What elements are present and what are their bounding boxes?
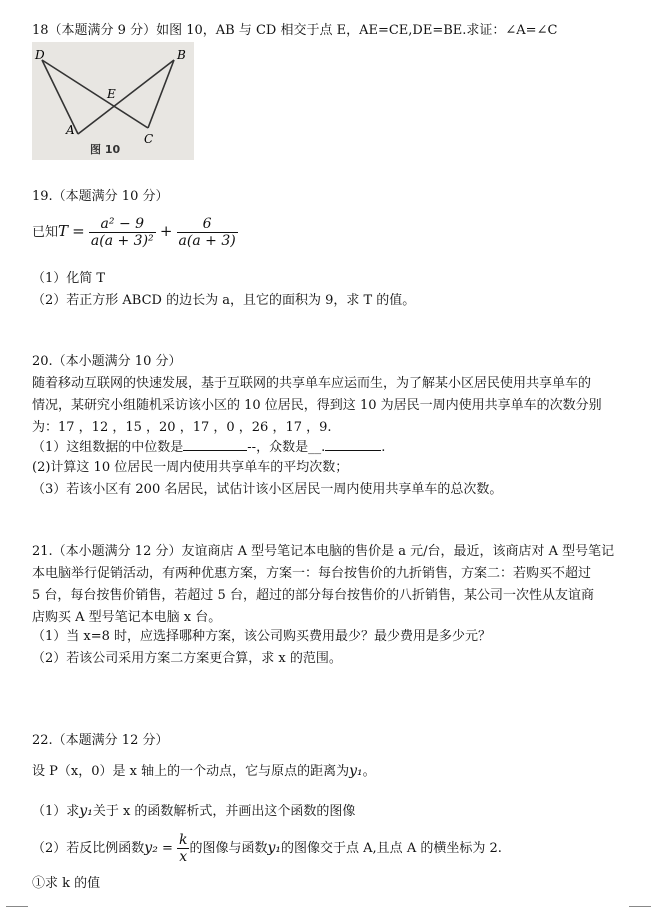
q19-fraction-2: [177, 216, 238, 249]
q22-k-over-x: [177, 832, 189, 865]
q19-frac2-denominator: a(a + 3): [178, 233, 236, 249]
label-C: C: [144, 132, 154, 146]
q20-part3: （3）若该小区有 200 名居民，试估计该小区居民一周内使用共享单车的总次数。: [32, 482, 503, 497]
page-corner-mark-left: [6, 906, 28, 907]
page-corner-mark-right: [629, 906, 651, 907]
q20-line3: 为：17 ，12 ，15 ，20 ，17 ，0 ，26 ，17 ，9.: [32, 420, 332, 435]
figure-10: [32, 42, 194, 160]
q22-part1-y1: y₁: [79, 803, 93, 819]
q20-part1-end: .: [381, 440, 386, 455]
q22-header: 22.（本题满分 12 分）: [32, 733, 169, 748]
answer-blank-mode: [325, 438, 381, 451]
q19-part1: （1）化简 T: [32, 271, 106, 286]
q19-part2: （2）若正方形 ABCD 的边长为 a，且它的面积为 9，求 T 的值。: [32, 293, 416, 308]
answer-blank-median: [183, 438, 247, 451]
q21-line2: 本电脑举行促销活动，有两种优惠方案，方案一：每台按售价的九折销售，方案二：若购买不超过: [32, 566, 592, 581]
q20-part1-prefix: （1）这组数据的中位数是: [32, 440, 184, 455]
q21-line1: 21.（本小题满分 12 分）友谊商店 A 型号笔记本电脑的售价是 a 元/台，最近，该商店对 A 型号笔记: [32, 544, 615, 559]
label-E: E: [107, 87, 116, 101]
q22-line1-text: 设 P（x，0）是 x 轴上的一个动点，它与原点的距离为: [32, 764, 350, 779]
q20-line2: 情况，某研究小组随机采访该小区的 10 位居民，得到这 10 为居民一周内使用共享单车的次数分别: [32, 398, 602, 413]
q19-plus: +: [159, 222, 173, 240]
label-B: B: [177, 48, 186, 62]
q21-line4: 店购买 A 型号笔记本电脑 x 台。: [32, 610, 222, 625]
q22-part2-end: 的图像交于点 A,且点 A 的横坐标为 2.: [281, 841, 502, 856]
q19-frac1-numerator: a² − 9: [89, 216, 156, 233]
q22-y1: y₁: [349, 763, 363, 779]
q19-given-prefix: 已知: [32, 225, 59, 240]
q22-part2-prefix: （2）若反比例函数: [32, 841, 145, 856]
q22-y2: y₂: [144, 840, 158, 856]
q22-k: k: [179, 832, 188, 848]
q22-part2: [32, 832, 502, 865]
figure-10-diagram: [32, 42, 194, 160]
q22-line1-end: 。: [362, 764, 376, 779]
q22-part1: [32, 802, 355, 821]
q21-part2: （2）若该公司采用方案二方案更合算，求 x 的范围。: [32, 651, 342, 666]
q19-fraction-1: [89, 216, 156, 249]
q19-header: 19.（本题满分 10 分）: [32, 189, 169, 204]
q20-part2: (2)计算这 10 位居民一周内使用共享单车的平均次数；: [32, 460, 349, 475]
q22-part2-mid: 的图像与函数: [189, 841, 268, 856]
q22-sub1: ①求 k 的值: [32, 876, 101, 891]
q22-part1-prefix: （1）求: [32, 804, 80, 819]
q19-frac2-numerator: 6: [177, 216, 238, 233]
q20-line1: 随着移动互联网的快速发展，基于互联网的共享单车应运而生，为了解某小区居民使用共享单车的: [32, 376, 592, 391]
q19-T: T: [58, 222, 69, 240]
q21-part1: （1）当 x=8 时，应选择哪种方案，该公司购买费用最少？最少费用是多少元？: [32, 629, 492, 644]
q19-eq: =: [72, 222, 85, 240]
figure-caption: 图 10: [90, 143, 121, 156]
q21-line3: 5 台，每台按售价销售，若超过 5 台，超过的部分每台按售价的八折销售，某公司一次性从友谊商: [32, 588, 594, 603]
q19-frac1-denominator: a(a + 3)²: [90, 233, 154, 249]
label-D: D: [35, 48, 45, 62]
q22-part1-text: 关于 x 的函数解析式，并画出这个函数的图像: [92, 804, 356, 819]
q19-formula: [32, 216, 238, 249]
q20-part1: [32, 438, 385, 457]
q18-stem: 18（本题满分 9 分）如图 10，AB 与 CD 相交于点 E，AE=CE,DE=BE.求证：∠A=∠C: [32, 23, 558, 38]
q22-x: x: [179, 849, 188, 865]
q20-part1-middle: --，众数是__.: [247, 440, 326, 455]
q20-header: 20.（本小题满分 10 分）: [32, 354, 182, 369]
label-A: A: [66, 123, 75, 137]
q22-part2-y1: y₁: [267, 840, 282, 856]
q22-part2-eq: =: [161, 841, 173, 856]
q22-line1: [32, 762, 376, 781]
